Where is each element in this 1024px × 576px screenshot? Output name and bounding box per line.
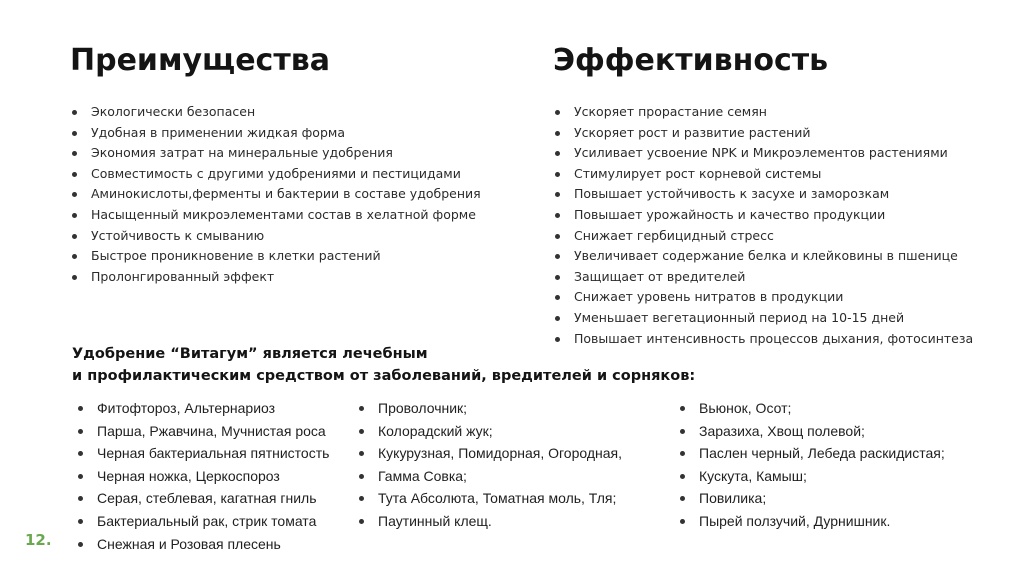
list-item: Уменьшает вегетационный период на 10-15 дней [553,308,1013,329]
list-item: Пролонгированный эффект [70,267,510,288]
list-item: Заразиха, Хвощ полевой; [678,420,1008,443]
list-item: Паутинный клещ. [357,510,657,533]
list-item: Снижает уровень нитратов в продукции [553,287,1013,308]
list-item: Гамма Совка; [357,465,657,488]
list-item: Экономия затрат на минеральные удобрения [70,143,510,164]
list-item: Черная ножка, Церкоспороз [76,465,356,488]
list-item: Экологически безопасен [70,102,510,123]
list-item: Ускоряет прорастание семян [553,102,1013,123]
list-item: Снежная и Розовая плесень [76,533,356,556]
list-item: Черная бактериальная пятнистость [76,442,356,465]
list-item: Устойчивость к смыванию [70,226,510,247]
list-item: Аминокислоты,ферменты и бактерии в составе удобрения [70,184,510,205]
list-item: Проволочник; [357,397,657,420]
list-item: Повышает интенсивность процессов дыхания, фотосинтеза [553,329,1013,350]
protection-title [72,343,695,387]
list-item: Снижает гербицидный стресс [553,226,1013,247]
pests-list [357,397,657,533]
list-item: Серая, стеблевая, кагатная гниль [76,487,356,510]
list-item: Увеличивает содержание белка и клейковины в пшенице [553,246,1013,267]
page-number: 12. [25,531,52,549]
advantages-list [70,102,510,287]
list-item: Тута Абсолюта, Томатная моль, Тля; [357,487,657,510]
list-item: Повышает урожайность и качество продукции [553,205,1013,226]
diseases-list [76,397,356,555]
list-item: Быстрое проникновение в клетки растений [70,246,510,267]
list-item: Ускоряет рост и развитие растений [553,123,1013,144]
list-item: Насыщенный микроэлементами состав в хелатной форме [70,205,510,226]
list-item: Колорадский жук; [357,420,657,443]
list-item: Пырей ползучий, Дурнишник. [678,510,1008,533]
protection-title-line-1: Удобрение “Витагум” является лечебным [72,346,428,362]
list-item: Паслен черный, Лебеда раскидистая; [678,442,1008,465]
list-item: Стимулирует рост корневой системы [553,164,1013,185]
list-item: Повышает устойчивость к засухе и заморозкам [553,184,1013,205]
advantages-title: Преимущества [70,43,330,78]
effectiveness-list [553,102,1013,349]
list-item: Кускута, Камыш; [678,465,1008,488]
list-item: Совместимость с другими удобрениями и пестицидами [70,164,510,185]
effectiveness-title: Эффективность [553,43,829,78]
list-item: Кукурузная, Помидорная, Огородная, [357,442,657,465]
list-item: Вьюнок, Осот; [678,397,1008,420]
protection-title-line-2: и профилактическим средством от заболеваний, вредителей и сорняков: [72,368,696,384]
list-item: Повилика; [678,487,1008,510]
list-item: Удобная в применении жидкая форма [70,123,510,144]
list-item: Усиливает усвоение NPK и Микроэлементов растениями [553,143,1013,164]
weeds-list [678,397,1008,533]
list-item: Парша, Ржавчина, Мучнистая роса [76,420,356,443]
list-item: Фитофтороз, Альтернариоз [76,397,356,420]
list-item: Защищает от вредителей [553,267,1013,288]
list-item: Бактериальный рак, стрик томата [76,510,356,533]
